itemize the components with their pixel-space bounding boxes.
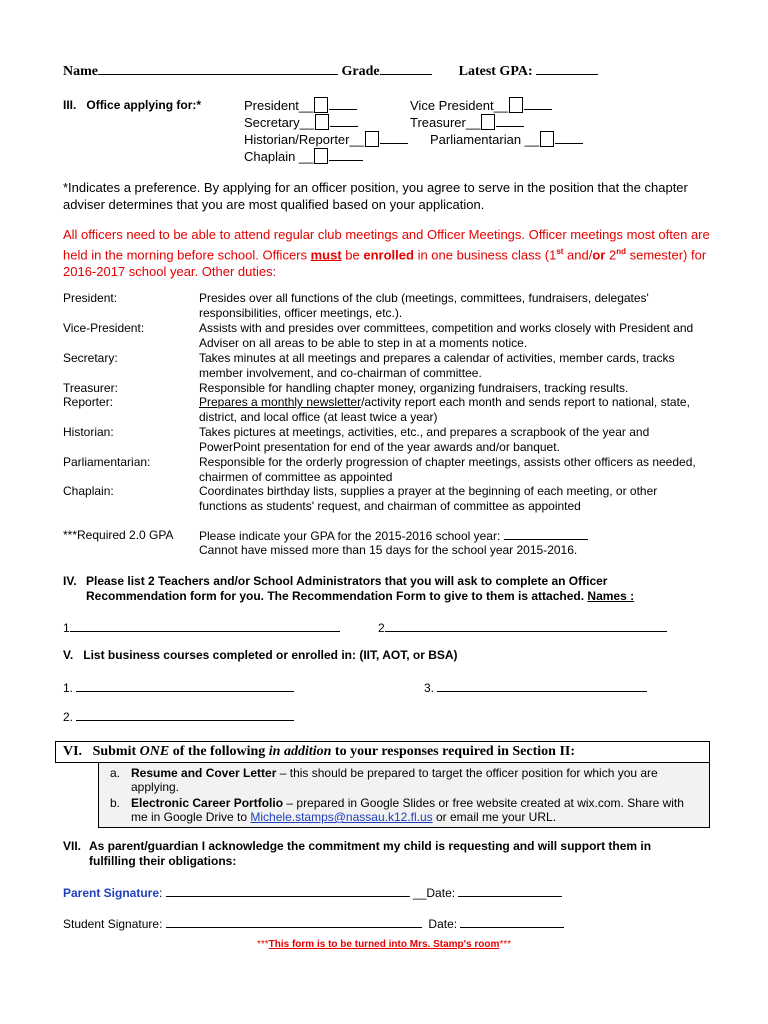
name-label: Name	[63, 64, 98, 79]
office-vice-president: Vice President__	[410, 97, 552, 113]
option-a-text: Resume and Cover Letter – this should be prepared to target the officer position for which you are applying.	[131, 766, 658, 794]
vice-president-checkbox[interactable]	[509, 97, 523, 113]
course-2: 2.	[63, 709, 294, 724]
duty-desc-secretary: Takes minutes at all meetings and prepares a calendar of activities, member cards, tracks member involvement, and co-chairman of committee.	[199, 351, 675, 380]
duty-role-reporter: Reporter:	[63, 395, 114, 409]
duty-role-secretary: Secretary:	[63, 351, 118, 365]
office-parliamentarian: Parliamentarian __	[430, 131, 583, 147]
student-signature-row: Student Signature: Date:	[63, 916, 564, 931]
recommender-1-field[interactable]	[70, 620, 340, 632]
duty-role-president: President:	[63, 291, 118, 305]
grade-field[interactable]	[380, 63, 432, 75]
duty-role-historian: Historian:	[63, 425, 114, 439]
header-fields	[63, 63, 598, 80]
section6-heading: VI. Submit ONE of the following in addition to your responses required in Section II:	[63, 744, 576, 759]
section5-heading: V. List business courses completed or enrolled in: (IIT, AOT, or BSA)	[63, 648, 458, 662]
president-checkbox[interactable]	[314, 97, 328, 113]
course-3-field[interactable]	[437, 680, 647, 692]
parent-signature-label: Parent Signature	[63, 886, 160, 900]
option-b-text: Electronic Career Portfolio – prepared in Google Slides or free website created at wix.com. Share with me in Google Drive to Michele.stamps@nassau.k12.fl.us or email me your URL.	[131, 796, 684, 824]
duty-desc-president: Presides over all functions of the club (meetings, committees, fundraisers, delegates' responsibilities, officer meetings, etc.).	[199, 291, 649, 320]
duty-desc-parliamentarian: Responsible for the orderly progression of chapter meetings, assists other officers as needed, chairmen of committee as appointed	[199, 455, 696, 484]
office-president: President__	[244, 97, 357, 113]
office-historian-reporter: Historian/Reporter__	[244, 131, 408, 147]
section3-heading: III. Office applying for:*	[63, 98, 202, 112]
gpa-field[interactable]	[536, 63, 598, 75]
section4-number: IV.	[63, 574, 77, 588]
grade-label: Grade	[341, 64, 380, 79]
duty-desc-chaplain: Coordinates birthday lists, supplies a prayer at the beginning of each meeting, or other functions as students' request, and chairman of committee as appointed	[199, 484, 658, 513]
parent-signature-field[interactable]	[166, 885, 410, 897]
office-chaplain: Chaplain __	[244, 148, 363, 164]
duty-role-chaplain: Chaplain:	[63, 484, 114, 498]
student-signature-field[interactable]	[166, 916, 422, 928]
officer-requirements: All officers need to be able to attend regular club meetings and Officer Meetings. Officer meetings most often are held in the morning before school. Officers must be enrolled in one business class (1st and/or 2nd semester) for 2016-2017 school year. Other duties:	[63, 227, 710, 280]
section7-text: As parent/guardian I acknowledge the commitment my child is requesting and will support them in fulfilling their obligations:	[89, 839, 652, 868]
recommender-2: 2	[378, 620, 667, 635]
duty-desc-treasurer: Responsible for handling chapter money, organizing fundraisers, tracking results.	[199, 381, 629, 395]
secretary-checkbox[interactable]	[315, 114, 329, 130]
student-date-field[interactable]	[460, 916, 564, 928]
duty-role-treasurer: Treasurer:	[63, 381, 118, 395]
course-1-field[interactable]	[76, 680, 294, 692]
duty-role-parliamentarian: Parliamentarian:	[63, 455, 151, 469]
parent-signature-row: Parent Signature: __Date:	[63, 885, 562, 900]
historian-checkbox[interactable]	[365, 131, 379, 147]
duty-desc-historian: Takes pictures at meetings, activities, etc., and prepares a scrapbook of the year and PowerPoint presentation for end of the year awards and/or banquet.	[199, 425, 650, 454]
duty-desc-reporter: Prepares a monthly newsletter/activity report each month and sends report to national, state, district, and local office (at least twice a year)	[199, 395, 690, 424]
name-field[interactable]	[98, 63, 338, 75]
gpa-requirement-label: ***Required 2.0 GPA	[63, 528, 174, 542]
duty-role-vice-president: Vice-President:	[63, 321, 145, 335]
section4-text: Please list 2 Teachers and/or School Administrators that you will ask to complete an Officer Recommendation form for you. The Recommendation Form to give to them is attached. Names :	[86, 574, 635, 603]
course-2-field[interactable]	[76, 709, 294, 721]
email-link[interactable]: Michele.stamps@nassau.k12.fl.us	[250, 810, 433, 824]
duty-desc-vice-president: Assists with and presides over committees, competition and works closely with President and Adviser on all areas to be able to step in at a moments notice.	[199, 321, 694, 350]
parliamentarian-checkbox[interactable]	[540, 131, 554, 147]
chaplain-checkbox[interactable]	[314, 148, 328, 164]
section7-number: VII.	[63, 839, 82, 853]
student-signature-label: Student Signature:	[63, 917, 163, 931]
gpa-requirement-line1: Please indicate your GPA for the 2015-2016 school year:	[199, 528, 588, 543]
treasurer-checkbox[interactable]	[481, 114, 495, 130]
course-3: 3.	[424, 680, 647, 695]
gpa-label: Latest GPA:	[458, 64, 533, 79]
recommender-2-field[interactable]	[385, 620, 667, 632]
gpa-2015-field[interactable]	[504, 528, 588, 540]
footer-note: ***This form is to be turned into Mrs. Stamp's room***	[256, 939, 512, 950]
preference-note: *Indicates a preference. By applying for an officer position, you agree to serve in the position that the chapter adviser determines that you are most qualified based on your application.	[63, 180, 688, 212]
option-b-letter: b.	[110, 796, 121, 810]
recommender-1: 1	[63, 620, 340, 635]
gpa-requirement-line2: Cannot have missed more than 15 days for the school year 2015-2016.	[199, 543, 578, 557]
course-1: 1.	[63, 680, 294, 695]
parent-date-field[interactable]	[458, 885, 562, 897]
office-secretary: Secretary__	[244, 114, 358, 130]
office-treasurer: Treasurer__	[410, 114, 524, 130]
option-a-letter: a.	[110, 766, 121, 780]
